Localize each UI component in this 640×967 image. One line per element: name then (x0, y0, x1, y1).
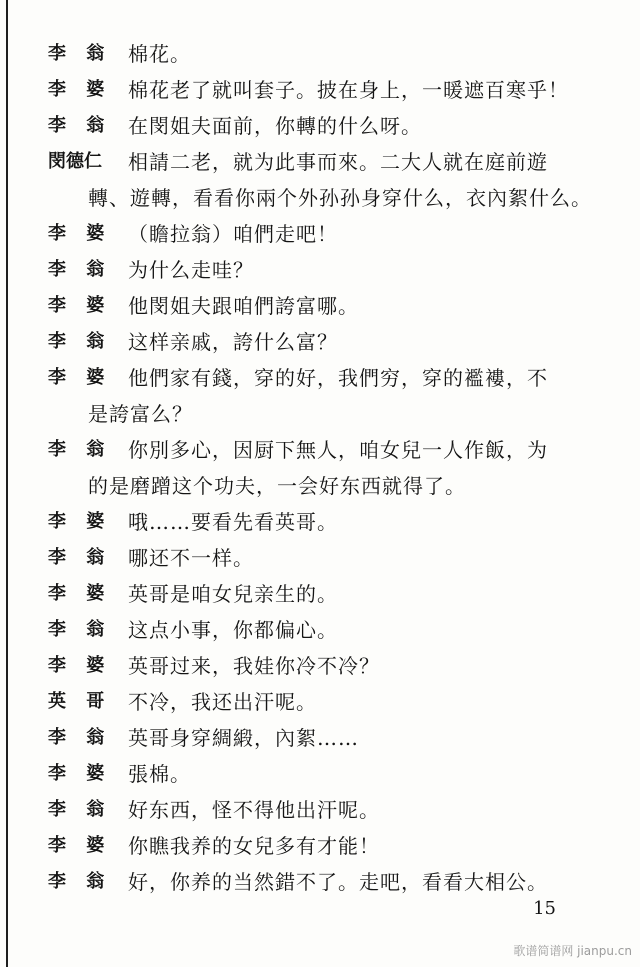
dialogue-line (48, 756, 608, 792)
speaker-name: 李 翁 (48, 547, 112, 568)
dialogue-text (88, 360, 608, 432)
dialogue-text-continued: 是誇富么？ (88, 402, 193, 426)
dialogue-line (48, 576, 608, 612)
speaker-name: 李 翁 (48, 331, 112, 352)
dialogue-text: 好东西，怪不得他出汗呢。 (128, 798, 380, 822)
speaker-name: 李 婆 (48, 223, 112, 244)
dialogue-text: 这样亲戚，誇什么富？ (128, 330, 338, 354)
dialogue-line (48, 648, 608, 684)
speaker-name: 李 婆 (48, 583, 112, 604)
binding-edge-line (6, 0, 8, 967)
dialogue-line (48, 684, 608, 720)
dialogue-text: 你瞧我养的女兒多有才能！ (128, 834, 380, 858)
dialogue-line (48, 216, 608, 252)
speaker-name: 李 翁 (48, 115, 112, 136)
dialogue-text: 为什么走哇？ (128, 258, 254, 282)
dialogue-text: 这点小事，你都偏心。 (128, 618, 338, 642)
dialogue-text (88, 144, 608, 216)
speaker-name: 李 翁 (48, 799, 112, 820)
dialogue-text: 哪还不一样。 (128, 546, 254, 570)
dialogue-line (48, 504, 608, 540)
speaker-name: 李 婆 (48, 295, 112, 316)
dialogue-text: 不冷，我还出汗呢。 (128, 690, 317, 714)
dialogue-line (48, 288, 608, 324)
speaker-name: 李 婆 (48, 835, 112, 856)
speaker-name: 李 翁 (48, 259, 112, 280)
dialogue-line (48, 792, 608, 828)
dialogue-line (48, 72, 608, 108)
dialogue-text-first: 相請二老，就为此事而來。二大人就在庭前遊 (128, 150, 548, 174)
dialogue-text-first: 他們家有錢，穿的好，我們穷，穿的襤褸，不 (128, 366, 548, 390)
dialogue-line (48, 720, 608, 756)
speaker-name: 李 婆 (48, 655, 112, 676)
dialogue-line (48, 36, 608, 72)
dialogue-text: 張棉。 (128, 762, 191, 786)
dialogue-line (48, 828, 608, 864)
dialogue-text-continued: 轉、遊轉，看看你兩个外孙孙身穿什么，衣內絮什么。 (88, 186, 592, 210)
dialogue-text: 英哥是咱女兒亲生的。 (128, 582, 338, 606)
speaker-name: 李 翁 (48, 727, 112, 748)
speaker-name: 李 婆 (48, 511, 112, 532)
dialogue-line (48, 324, 608, 360)
dialogue-line (48, 864, 608, 900)
dialogue-line (48, 432, 608, 504)
dialogue-line (48, 108, 608, 144)
speaker-name: 李 婆 (48, 79, 112, 100)
dialogue-text: 英哥身穿綢緞，內絮…… (128, 726, 359, 750)
dialogue-line (48, 252, 608, 288)
speaker-name: 李 翁 (48, 619, 112, 640)
dialogue-text: 哦……要看先看英哥。 (128, 510, 338, 534)
site-watermark: 歌谱简谱网 jianpu.cn (513, 944, 632, 958)
dialogue-line (48, 360, 608, 432)
speaker-name: 李 翁 (48, 43, 112, 64)
dialogue-text-continued: 的是磨蹭这个功夫，一会好东西就得了。 (88, 474, 466, 498)
dialogue-text: 好，你养的当然錯不了。走吧，看看大相公。 (128, 870, 548, 894)
dialogue-line (48, 612, 608, 648)
dialogue-text: 英哥过来，我娃你冷不冷？ (128, 654, 380, 678)
dialogue-line (48, 540, 608, 576)
speaker-name: 李 翁 (48, 439, 112, 460)
dialogue-text: （瞻拉翁）咱們走吧！ (128, 222, 338, 246)
speaker-name: 李 婆 (48, 763, 112, 784)
dialogue-text-first: 你別多心，因厨下無人，咱女兒一人作飯，为 (128, 438, 548, 462)
dialogue-text (88, 432, 608, 504)
script-body (48, 36, 608, 900)
speaker-name: 李 婆 (48, 367, 112, 388)
speaker-name: 閔德仁 (48, 151, 102, 172)
speaker-name: 李 翁 (48, 871, 112, 892)
page-number: 15 (533, 898, 556, 919)
dialogue-text: 棉花。 (128, 42, 191, 66)
dialogue-line (48, 144, 608, 216)
dialogue-text: 在閔姐夫面前，你轉的什么呀。 (128, 114, 422, 138)
dialogue-text: 棉花老了就叫套子。披在身上，一暖遮百寒乎！ (128, 78, 569, 102)
speaker-name: 英 哥 (48, 691, 112, 712)
dialogue-text: 他閔姐夫跟咱們誇富哪。 (128, 294, 359, 318)
